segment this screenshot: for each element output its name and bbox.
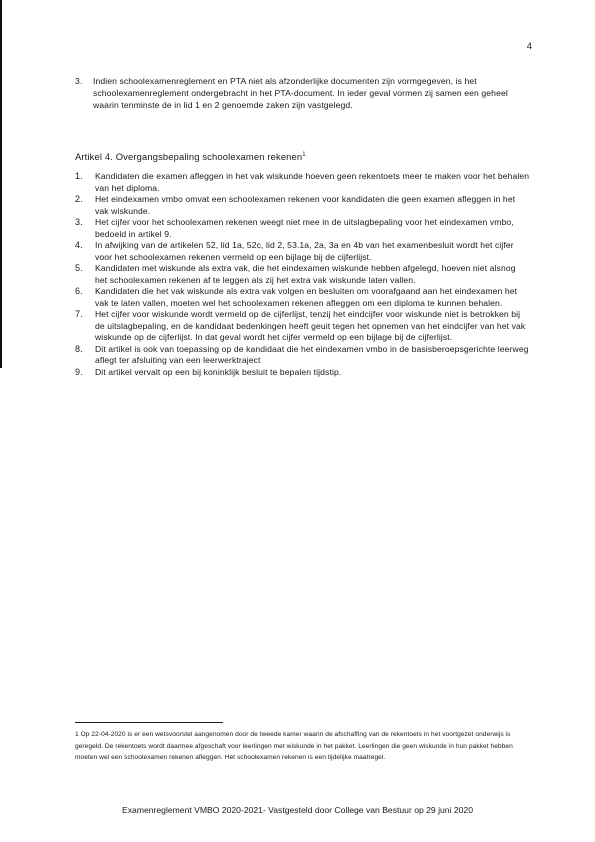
list-item-number: 4. [75, 240, 83, 250]
page-footer: Examenreglement VMBO 2020-2021- Vastgesteld door College van Bestuur op 29 juni 2020 [122, 805, 473, 815]
footnote-number: 1 [75, 731, 79, 738]
list-item-text: Dit artikel is ook van toepassing op de kandidaat die het eindexamen vmbo in de basisberoepsgerichte leerweg aflegt ter afsluiting van een leerwerktraject [95, 343, 529, 365]
list-item [75, 263, 530, 286]
intro-item-text: Indien schoolexamenreglement en PTA niet als afzonderlijke documenten zijn vormgegeven, is het schoolexamenreglement ondergebracht in het PTA-document. In ieder geval vormen zij samen een geheel waarin tenminste de in lid 1 en 2 genoemde zaken zijn vastgelegd. [93, 76, 508, 110]
article-title: Artikel 4. Overgangsbepaling schoolexamen rekenen [75, 151, 303, 162]
list-item-number: 9. [75, 366, 83, 377]
list-item-number: 8. [75, 343, 83, 354]
list-item-number: 3. [75, 217, 83, 227]
list-item [75, 194, 530, 217]
list-item-text: Dit artikel vervalt op een bij koninklijk besluit te bepalen tijdstip. [95, 366, 342, 377]
list-item-text: Kandidaten die examen afleggen in het vak wiskunde hoeven geen rekentoets meer te maken voor het behalen van het diploma. [95, 171, 530, 193]
list-item [75, 286, 530, 309]
list-item [75, 171, 530, 194]
list-item-number: 7. [75, 309, 83, 319]
footnote-reference[interactable]: 1 [302, 152, 306, 158]
list-item-text: In afwijking van de artikelen 52, lid 1a, 52c, lid 2, 53.1a, 2a, 3a en 4b van het examenbesluit wordt het cijfer voor het schoolexamen rekenen vermeld op een bijlage bij de cijferlijst. [95, 240, 514, 262]
list-item-text: Kandidaten die het vak wiskunde als extra vak volgen en besluiten om voorafgaand aan het eindexamen het vak te laten vallen, moeten wel het schoolexamen rekenen afleggen om een diploma te kunnen behalen. [95, 286, 518, 308]
article-item-list [75, 171, 530, 378]
list-item-number: 6. [75, 286, 83, 296]
intro-item [75, 75, 525, 111]
footnote-text: Op 22-04-2020 is er een wetsvoorstel aangenomen door de tweede kamer waarin de afschaffing van de rekentoets in het voortgezet onderwijs is geregeld. De rekentoets wordt daarmee afgeschaft voor leerlingen met wiskunde in het pakket. Leerlingen die geen wiskunde in hun pakket hebben moeten wel een schoolexamen rekenen afleggen. Het schoolexamen rekenen is een tijdelijke maatregel. [75, 731, 513, 761]
list-item-number: 2. [75, 194, 83, 204]
list-item-text: Het cijfer voor het schoolexamen rekenen weegt niet mee in de uitslagbepaling voor het eindexamen vmbo, bedoeld in artikel 9. [95, 217, 514, 239]
list-item [75, 309, 530, 344]
intro-item-number: 3. [75, 76, 83, 86]
footnote [75, 729, 525, 764]
list-item [75, 344, 530, 367]
list-item [75, 367, 530, 379]
footnote-separator [75, 722, 223, 723]
margin-bar [0, 0, 2, 368]
list-item-text: Het eindexamen vmbo omvat een schoolexamen rekenen voor kandidaten die geen examen afleggen in het vak wiskunde. [95, 194, 516, 216]
article-heading [75, 151, 306, 162]
list-item [75, 217, 530, 240]
list-item-number: 1. [75, 171, 83, 181]
page-number: 4 [526, 41, 532, 52]
list-item-text: Het cijfer voor wiskunde wordt vermeld op de cijferlijst, tenzij het eindcijfer voor wiskunde niet is betrokken bij de uitslagbepaling, en de kandidaat bedenkingen heeft geuit tegen het opnemen van het eindcijfer van het vak wiskunde op de cijferlijst. In dat geval wordt het cijfer vermeld op een bijlage bij de cijferlijst. [95, 309, 526, 342]
list-item-number: 5. [75, 263, 83, 273]
list-item-text: Kandidaten met wiskunde als extra vak, die het eindexamen wiskunde hebben afgelegd, hoeven niet alsnog het schoolexamen rekenen af te leggen als zij het extra vak wiskunde laten vallen. [95, 263, 516, 285]
list-item [75, 240, 530, 263]
